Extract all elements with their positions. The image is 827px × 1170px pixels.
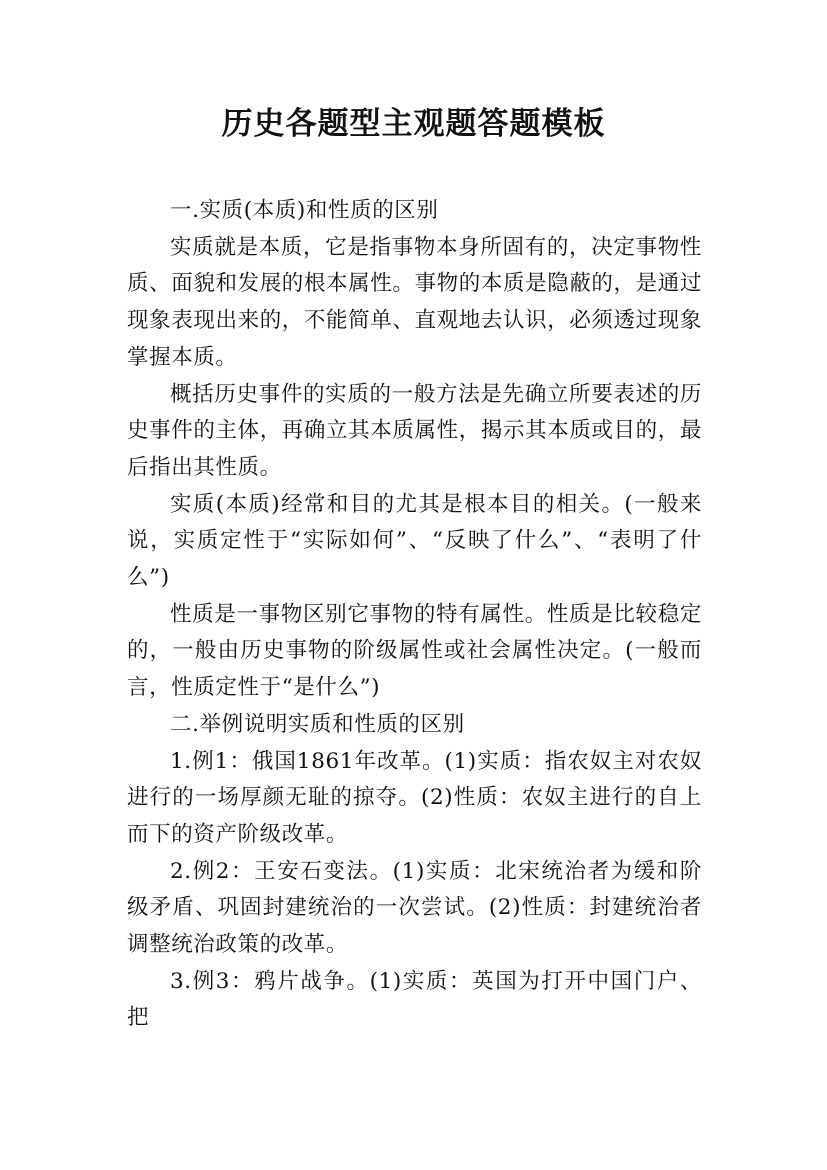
section-heading-1: 一.实质(本质)和性质的区别 xyxy=(170,198,439,223)
paragraph-nature-definition: 性质是一事物区别它事物的特有属性。性质是比较稳定的，一般由历史事物的阶级属性或社会属性决定。(一般而言，性质定性于“是什么”) xyxy=(127,601,702,701)
document-body xyxy=(127,193,702,1037)
paragraph-example-1: 1.例1：俄国1861年改革。(1)实质：指农奴主对农奴进行的一场厚颜无耻的掠夺。(2)性质：农奴主进行的自上而下的资产阶级改革。 xyxy=(127,748,702,847)
section-heading-2: 二.举例说明实质和性质的区别 xyxy=(170,711,465,737)
paragraph-essence-method: 概括历史事件的实质的一般方法是先确立所要表述的历史事件的主体，再确立其本质属性，揭示其本质或目的，最后指出其性质。 xyxy=(127,381,702,480)
document-title: 历史各题型主观题答题模板 xyxy=(221,106,606,142)
paragraph-example-2: 2.例2：王安石变法。(1)实质：北宋统治者为缓和阶级矛盾、巩固封建统治的一次尝试。(2)性质：封建统治者调整统治政策的改革。 xyxy=(127,858,702,958)
paragraph-essence-definition: 实质就是本质，它是指事物本身所固有的，决定事物性质、面貌和发展的根本属性。事物的本质是隐蔽的，是通过现象表现出来的，不能简单、直观地去认识，必须透过现象掌握本质。 xyxy=(127,234,702,370)
paragraph-example-3: 3.例3：鸦片战争。(1)实质：英国为打开中国门户、把 xyxy=(127,968,702,1031)
paragraph-essence-purpose: 实质(本质)经常和目的尤其是根本目的相关。(一般来说，实质定性于“实际如何”、“反映了什么”、“表明了什么”) xyxy=(127,491,702,591)
